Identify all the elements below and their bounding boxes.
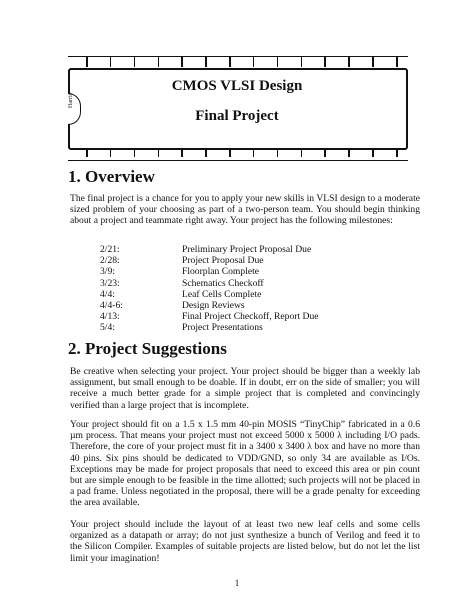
chip-pin (348, 57, 350, 67)
section-heading-suggestions: 2. Project Suggestions (68, 339, 227, 358)
chip-pin (324, 57, 326, 67)
milestone-desc: Final Project Checkoff, Report Due (182, 311, 319, 323)
chip-pin (158, 57, 160, 67)
milestone-date: 3/9: (100, 266, 115, 278)
vendor-tag: Harris (68, 93, 74, 109)
chip-pin (86, 57, 88, 67)
milestone-row (70, 300, 400, 311)
milestone-row (70, 278, 400, 289)
milestone-date: 3/23: (100, 277, 120, 289)
milestone-list (70, 244, 400, 334)
header-rule-bottom (68, 160, 408, 161)
page-number: 1 (234, 578, 240, 588)
milestone-desc: Leaf Cells Complete (182, 288, 262, 300)
document-title: CMOS VLSI Design (171, 78, 303, 94)
milestone-date: 2/28: (100, 255, 120, 267)
chip-pin (372, 57, 374, 67)
milestone-row (70, 311, 400, 322)
document-subtitle: Final Project (195, 108, 279, 124)
milestone-row (70, 255, 400, 266)
overview-paragraph: The final project is a chance for you to apply your new skills in VLSI design to a moderate sized problem of your choosing as part of a two-person team. You should begin thinking about a project and teammate right away. Your project has the following milestones: (70, 193, 420, 227)
chip-pin (134, 57, 136, 67)
milestone-date: 4/4: (100, 288, 115, 300)
header-rule-top (68, 56, 408, 57)
milestone-date: 2/21: (100, 244, 120, 255)
milestone-date: 5/4: (100, 322, 115, 334)
chip-pin (253, 57, 255, 67)
milestone-row (70, 322, 400, 333)
chip-pin (229, 57, 231, 67)
chip-pin (301, 57, 303, 67)
milestone-row (70, 266, 400, 277)
chip-pin (205, 57, 207, 67)
milestone-row (70, 244, 400, 255)
chip-pin (110, 57, 112, 67)
chip-pin (181, 57, 183, 67)
milestone-desc: Schematics Checkoff (182, 277, 264, 289)
milestone-desc: Project Presentations (182, 322, 263, 334)
milestone-desc: Floorplan Complete (182, 266, 260, 278)
chip-pin (277, 57, 279, 67)
chip-pin (396, 57, 398, 67)
milestone-date: 4/13: (100, 311, 120, 323)
milestone-desc: Preliminary Project Proposal Due (182, 244, 312, 255)
milestone-desc: Design Reviews (182, 300, 245, 312)
suggestions-paragraph-2: Your project should fit on a 1.5 x 1.5 mm 40-pin MOSIS “TinyChip” fabricated in a 0.6 µm process. That means your project must not exceed 5000 x 5000 λ including I/O pads. Therefore, the core of your project must fit in a 3400 x 3400 λ box and have no more than 40 pins. Six pins should be dedicated to VDD/GND, so only 34 are available as I/Os. Exceptions may be made for project proposals that need to exceed this area or pin count but are simple enough to be feasible in the time allotted; such projects will not be placed in a pad frame. Unless negotiated in the proposal, there will be a grade penalty for exceeding the area available. (70, 419, 420, 509)
milestone-row (70, 289, 400, 300)
suggestions-paragraph-1: Be creative when selecting your project. Your project should be bigger than a weekly lab assignment, but small enough to be doable. If in doubt, err on the side of smaller; you will receive a much better grade for a simple project that is completed and convincingly verified than a large project that is incomplete. (70, 366, 420, 411)
section-heading-overview: 1. Overview (68, 167, 155, 186)
milestone-desc: Project Proposal Due (182, 255, 264, 267)
milestone-date: 4/4-6: (100, 300, 123, 312)
suggestions-paragraph-3: Your project should include the layout of at least two new leaf cells and some cells organized as a datapath or array; do not just synthesize a bunch of Verilog and feed it to the Silicon Compiler. Examples of suitable projects are listed below, but do not let the list limit your imagination! (70, 519, 420, 564)
